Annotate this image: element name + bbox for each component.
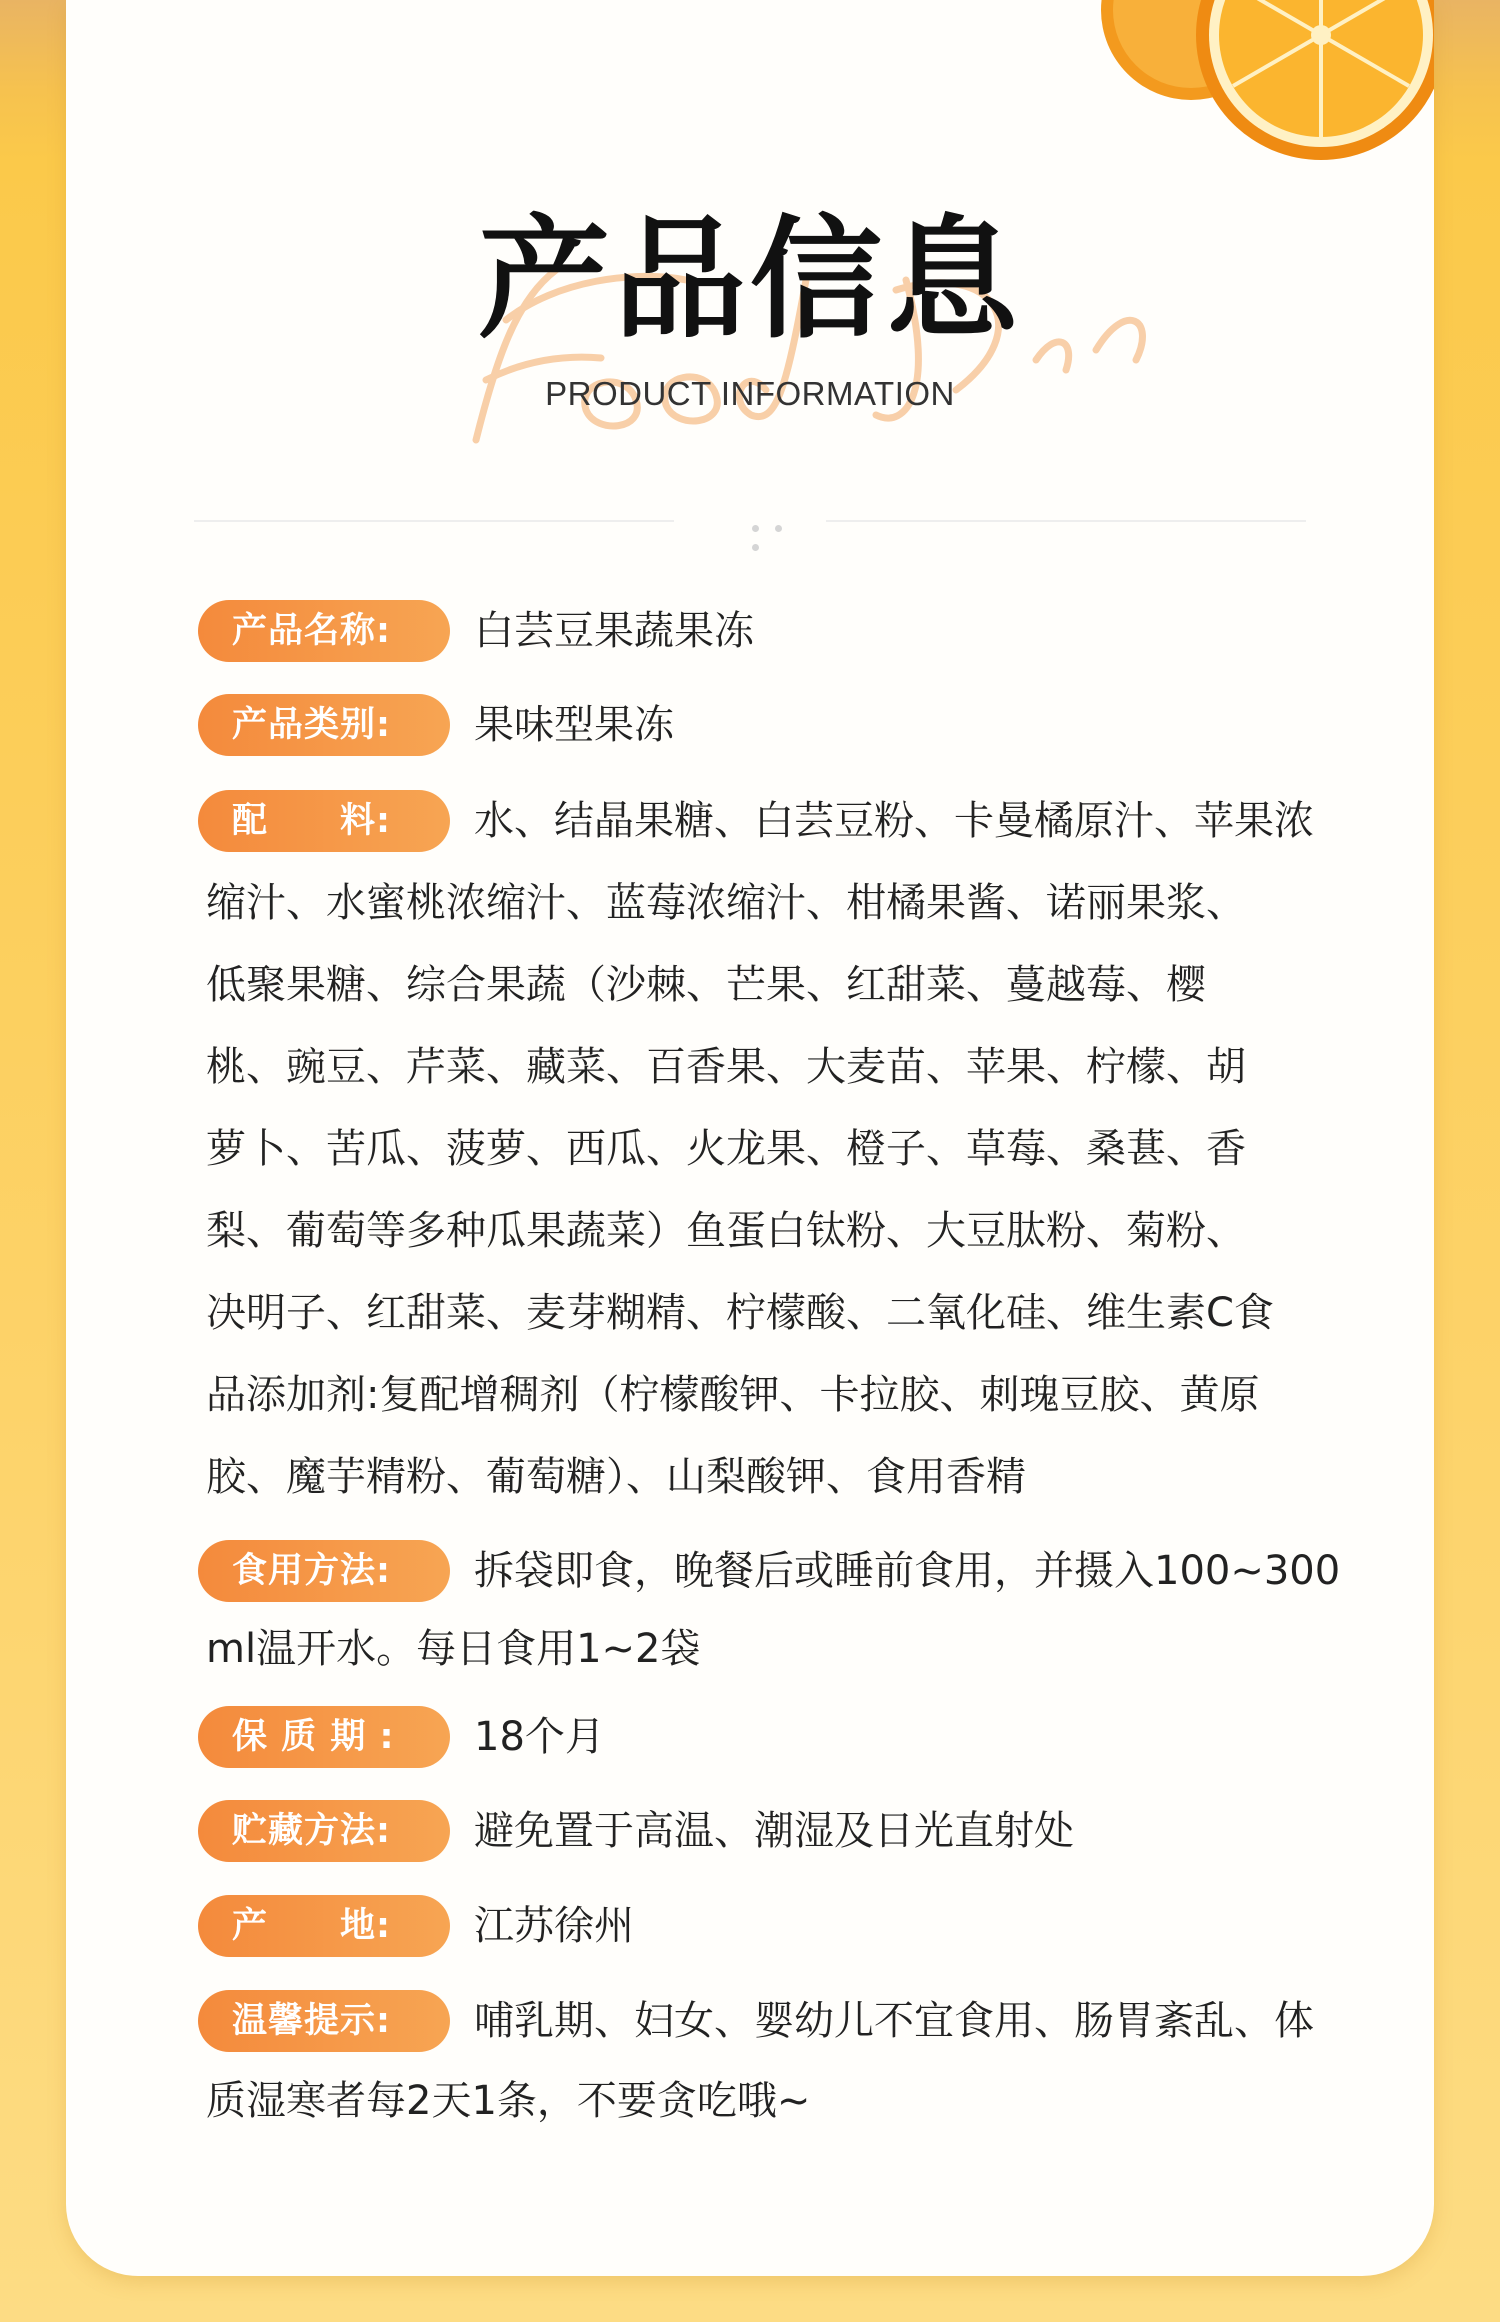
field-value: 水、结晶果糖、白芸豆粉、卡曼橘原汁、苹果浓 [474, 798, 1314, 844]
field-value: 避免置于高温、潮湿及日光直射处 [474, 1808, 1074, 1854]
field-value-line: 胶、魔芋精粉、葡萄糖）、山梨酸钾、食用香精 [206, 1454, 1026, 1500]
section-divider [194, 513, 1306, 529]
field-value-line: 桃、豌豆、芹菜、藏菜、百香果、大麦苗、苹果、柠檬、胡 [206, 1044, 1246, 1090]
field-label-badge: 产 地: [198, 1895, 450, 1957]
divider-line-right [826, 520, 1306, 522]
field-label-badge: 保 质 期 : [198, 1706, 450, 1768]
field-value-line: 梨、葡萄等多种瓜果蔬菜）鱼蛋白钛粉、大豆肽粉、菊粉、 [206, 1208, 1246, 1254]
info-card [66, 0, 1434, 2276]
field-value: 白芸豆果蔬果冻 [474, 608, 754, 654]
field-value-line: 品添加剂:复配增稠剂（柠檬酸钾、卡拉胶、刺瑰豆胶、黄原 [206, 1372, 1260, 1418]
field-label-badge: 贮藏方法: [198, 1800, 450, 1862]
field-value-line: 质湿寒者每2天1条，不要贪吃哦~ [206, 2078, 811, 2124]
page-title: 产品信息 [478, 203, 1022, 357]
field-label-badge: 产品类别: [198, 694, 450, 756]
field-value: 18个月 [474, 1714, 605, 1760]
field-value: 江苏徐州 [474, 1903, 634, 1949]
field-value-line: 缩汁、水蜜桃浓缩汁、蓝莓浓缩汁、柑橘果酱、诺丽果浆、 [206, 880, 1246, 926]
field-value-line: 低聚果糖、综合果蔬（沙棘、芒果、红甜菜、蔓越莓、樱 [206, 962, 1206, 1008]
field-label-badge: 产品名称: [198, 600, 450, 662]
orange-slice-icon [1076, 0, 1434, 160]
header [66, 205, 1434, 413]
field-value-line: 决明子、红甜菜、麦芽糊精、柠檬酸、二氧化硅、维生素C食 [206, 1290, 1274, 1336]
field-label-badge: 配 料: [198, 790, 450, 852]
divider-line-left [194, 520, 674, 522]
divider-dots [744, 517, 804, 525]
field-value: 拆袋即食，晚餐后或睡前食用，并摄入100~300 [474, 1548, 1341, 1594]
field-value-line: 萝卜、苦瓜、菠萝、西瓜、火龙果、橙子、草莓、桑葚、香 [206, 1126, 1246, 1172]
field-label-badge: 温馨提示: [198, 1990, 450, 2052]
field-label-badge: 食用方法: [198, 1540, 450, 1602]
field-value: 果味型果冻 [474, 702, 674, 748]
page-subtitle: PRODUCT INFORMATION [545, 375, 955, 412]
field-value-line: ml温开水。每日食用1~2袋 [206, 1626, 701, 1672]
field-value: 哺乳期、妇女、婴幼儿不宜食用、肠胃紊乱、体 [474, 1998, 1314, 2044]
